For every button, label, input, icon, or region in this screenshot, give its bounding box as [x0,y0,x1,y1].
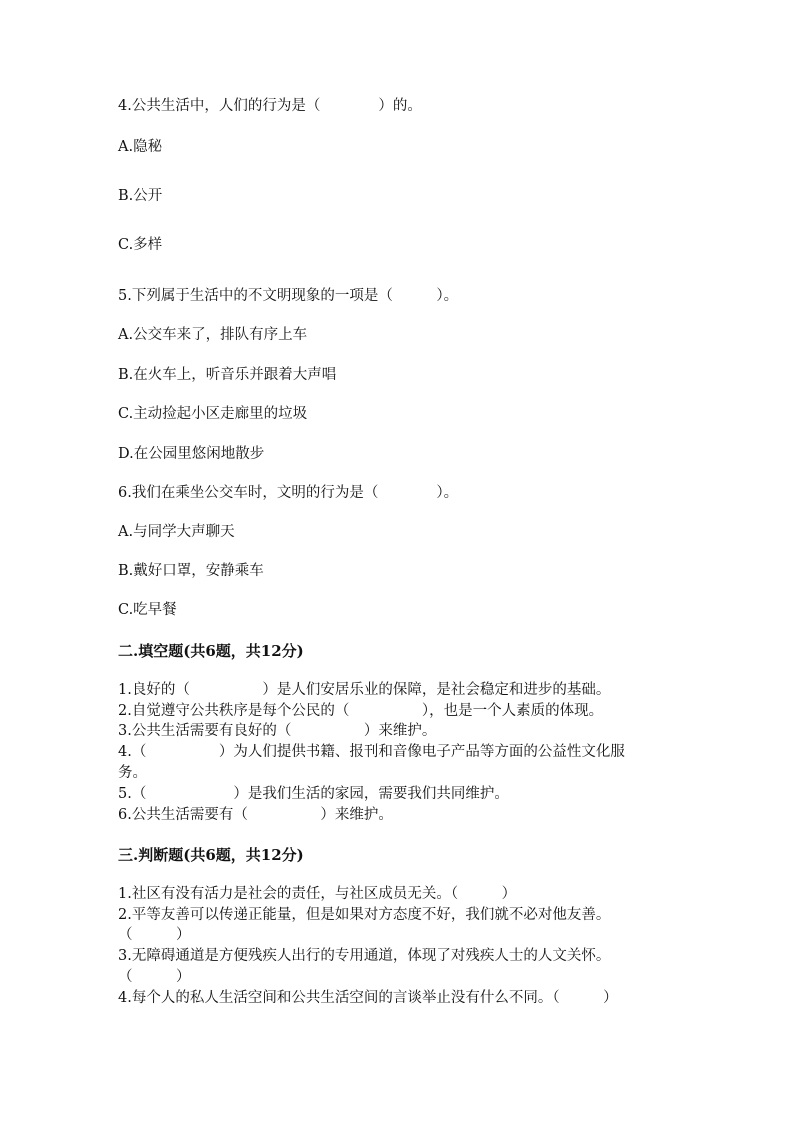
question-5-option-c: C.主动捡起小区走廊里的垃圾 [118,406,308,422]
question-5-option-b: B.在火车上，听音乐并跟着大声唱 [118,367,337,383]
fill-section-heading: 二.填空题(共6题，共12分) [118,642,304,660]
fill-question-1: 1.良好的（ ）是人们安居乐业的保障，是社会稳定和进步的基础。 [118,682,611,698]
question-6-option-a: A.与同学大声聊天 [118,524,235,540]
question-4-option-b: B.公开 [118,188,163,204]
judge-question-3-blank: （ ） [118,969,191,985]
question-5-stem: 5.下列属于生活中的不文明现象的一项是（ ）。 [118,288,459,304]
question-4-option-c: C.多样 [118,237,163,253]
judge-section-heading: 三.判断题(共6题，共12分) [118,846,304,864]
judge-question-4: 4.每个人的私人生活空间和公共生活空间的言谈举止没有什么不同。（ ） [118,990,618,1006]
question-5-option-d: D.在公园里悠闲地散步 [118,446,265,462]
fill-question-2: 2.自觉遵守公共秩序是每个公民的（ ），也是一个人素质的体现。 [118,703,604,719]
fill-question-5: 5.（ ）是我们生活的家园，需要我们共同维护。 [118,786,509,802]
question-6-option-b: B.戴好口罩，安静乘车 [118,563,264,579]
fill-question-4-continued: 务。 [118,765,147,781]
fill-question-4: 4.（ ）为人们提供书籍、报刊和音像电子产品等方面的公益性文化服 [118,744,625,760]
judge-question-2: 2.平等友善可以传递正能量，但是如果对方态度不好，我们就不必对他友善。 [118,907,611,923]
fill-question-6: 6.公共生活需要有（ ）来维护。 [118,807,393,823]
judge-question-2-blank: （ ） [118,927,191,943]
question-5-option-a: A.公交车来了，排队有序上车 [118,327,308,343]
question-4-stem: 4.公共生活中，人们的行为是（ ）的。 [118,98,422,114]
question-4-option-a: A.隐秘 [118,139,163,155]
question-6-option-c: C.吃早餐 [118,602,177,618]
question-6-stem: 6.我们在乘坐公交车时，文明的行为是（ ）。 [118,485,459,501]
judge-question-1: 1.社区有没有活力是社会的责任，与社区成员无关。（ ） [118,886,517,902]
fill-question-3: 3.公共生活需要有良好的（ ）来维护。 [118,723,437,739]
judge-question-3: 3.无障碍通道是方便残疾人出行的专用通道，体现了对残疾人士的人文关怀。 [118,948,611,964]
